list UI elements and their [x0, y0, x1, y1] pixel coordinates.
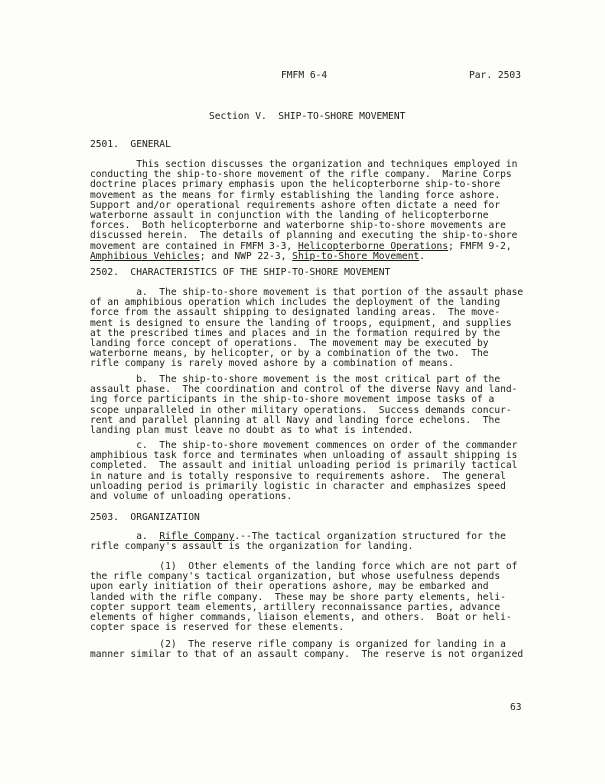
heading-2503: 2503. ORGANIZATION — [90, 512, 200, 523]
line: Support and/or operational requirements ashore often dictate a need for — [90, 199, 501, 211]
line: landed with the rifle company. These may be shore party elements, heli- — [90, 591, 506, 603]
line: of an amphibious operation which includes the deployment of the landing — [90, 297, 501, 309]
heading-2502: 2502. CHARACTERISTICS OF THE SHIP-TO-SHORE MOVEMENT — [90, 267, 391, 278]
line: landing plan must leave no doubt as to what is intended. — [90, 425, 414, 437]
line: upon early initiation of their operations ashore, may be embarked and — [90, 581, 489, 593]
line: completed. The assault and initial unloading period is primarily tactical — [90, 460, 518, 472]
line: forces. Both helicopterborne and waterborne ship-to-shore movements are — [90, 220, 506, 232]
paragraph-2502-a — [90, 287, 524, 370]
line: rifle company is rarely moved ashore by a combination of means. — [90, 358, 454, 370]
line: movement as the means for firmly establishing the landing force ashore. — [90, 189, 501, 201]
line: amphibious task force and terminates when unloading of assault shipping is — [90, 450, 518, 462]
paragraph-ref: Par. 2503 — [469, 70, 521, 81]
rifle-company-title: Rifle Company — [159, 531, 235, 542]
line: copter space is reserved for these elements. — [90, 622, 345, 634]
paragraph-2503-a — [90, 532, 520, 552]
line: at the prescribed times and places and in the formation required by the — [90, 327, 501, 339]
line: and volume of unloading operations. — [90, 491, 293, 503]
line: doctrine places primary emphasis upon the helicopterborne ship-to-shore — [90, 179, 501, 191]
line: the rifle company's tactical organization, but whose usefulness depends — [90, 571, 501, 583]
line: .--The tactical organization structured for the — [234, 531, 506, 542]
paragraph-2503-a-2 — [90, 639, 524, 661]
line: . — [419, 250, 426, 262]
line: movement are contained in FMFM 3-3, — [90, 240, 298, 252]
line: a. The ship-to-shore movement is that portion of the assault phase — [90, 287, 524, 298]
section-title: Section V. SHIP-TO-SHORE MOVEMENT — [209, 111, 406, 122]
line: ing force participants in the ship-to-shore movement impose tasks of a — [90, 394, 495, 406]
line: a. — [90, 531, 160, 542]
line: copter support team elements, artillery reconnaissance parties, advance — [90, 601, 501, 613]
line: waterborne assault in conjunction with the landing of helicopterborne — [90, 210, 489, 222]
line: waterborne means, by helicopter, or by a combination of the two. The — [90, 348, 489, 360]
line: rent and parallel planning at all Navy and landing force echelons. The — [90, 414, 501, 426]
line: (2) The reserve rifle company is organized for landing in a — [90, 639, 506, 650]
line: in nature and is totally responsive to requirements ashore. The general — [90, 470, 506, 482]
line: conducting the ship-to-shore movement of the rifle company. Marine Corps — [90, 169, 512, 181]
manual-id: FMFM 6-4 — [281, 70, 328, 81]
ref-helicopterborne-operations: Helicopterborne Operations — [297, 240, 449, 252]
paragraph-2503-a-1 — [90, 562, 520, 633]
line: unloading period is primarily logistic in character and emphasizes speed — [90, 480, 506, 492]
page-number: 63 — [510, 702, 522, 713]
line: landing force concept of operations. The movement may be executed by — [90, 338, 489, 350]
line: manner similar to that of an assault company. The reserve is not organized — [90, 649, 524, 661]
line: ; and NWP 22-3, — [199, 250, 293, 262]
line: force from the assault shipping to designated landing areas. The move- — [90, 307, 501, 319]
ref-ship-to-shore-movement: Ship-to-Shore Movement — [292, 250, 420, 262]
line: (1) Other elements of the landing force which are not part of — [90, 561, 518, 572]
line: ment is designed to ensure the landing of troops, equipment, and supplies — [90, 317, 512, 329]
paragraph-2502-c — [90, 441, 520, 502]
line: ; FMFM 9-2, — [448, 240, 512, 252]
line: b. The ship-to-shore movement is the most critical part of the — [90, 374, 501, 385]
heading-2501: 2501. GENERAL — [90, 139, 171, 150]
line: assault phase. The coordination and control of the diverse Navy and land- — [90, 384, 518, 396]
line: elements of higher commands, liaison elements, and others. Boat or heli- — [90, 612, 512, 624]
ref-amphibious-vehicles: Amphibious Vehicles — [90, 250, 200, 262]
line: rifle company's assault is the organization for landing. — [90, 541, 414, 553]
line: scope unparalleled in other military operations. Success demands concur- — [90, 404, 512, 416]
line: discussed herein. The details of planning and executing the ship-to-shore — [90, 230, 518, 242]
paragraph-2502-b — [90, 375, 520, 436]
paragraph-2501 — [90, 160, 520, 262]
line: c. The ship-to-shore movement commences on order of the commander — [90, 440, 518, 451]
line: This section discusses the organization and techniques employed in — [90, 159, 518, 170]
